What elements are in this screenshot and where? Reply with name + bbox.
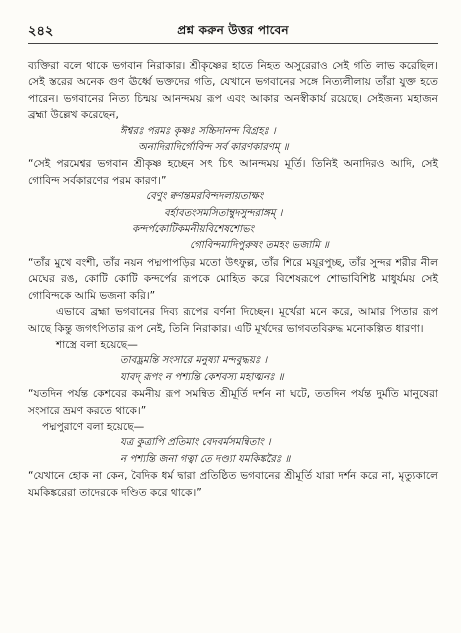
verse-line: ন পশ্যন্তি জনা গত্বা তে দণ্ড্যা যমকিঙ্করৈঃ ॥ — [120, 453, 291, 465]
verse-line: কন্দর্পকোটিকমনীয়বিশেষশোভং — [132, 224, 255, 236]
paragraph: পদ্মপুরাণে বলা হয়েছে— — [42, 420, 145, 433]
paragraph: শাস্ত্রে বলা হয়েছে— — [56, 338, 138, 351]
paragraph: “যতদিন পর্যন্ত কেশবের কমনীয় রূপ সমন্বিত শ্রীমূর্তি দর্শন না ঘটে, ততদিন পর্যন্ত দুর্মতি মানুষেরা সংসারে ভ্রমণ করতে থাকে।” — [28, 388, 438, 417]
verse-line: যাবদ্ রূপং ন পশ্যন্তি কেশবস্য মহাত্মনঃ ॥ — [120, 371, 284, 383]
verse-line: গোবিন্দমাদিপুরুষং তমহং ভজামি ॥ — [190, 240, 329, 252]
paragraph: “সেই পরমেশ্বর ভগবান শ্রীকৃষ্ণ হচ্ছেন সৎ চিৎ আনন্দময় মূর্তি। তিনিই অনাদিরও আদি, সেই গোবিন্দ সর্বকারণের পরম কারণ।” — [28, 158, 438, 187]
page-number: ২৪২ — [28, 24, 54, 39]
verse-line: তাবদ্ভ্রমন্তি সংসারে মনুষ্যা মন্দবুদ্ধয়ঃ । — [120, 355, 268, 367]
verse-line: বর্হাবতংসমসিতাম্বুদসুন্দরাঙ্গম্ । — [164, 207, 283, 219]
verse-line: বেণুং ক্বণন্তমরবিন্দদলায়তাক্ষং — [146, 191, 264, 203]
verse-line: যত্র কুত্রাপি প্রতিমাং বেদবর্মসমন্বিতাং । — [120, 437, 271, 449]
page-header — [28, 22, 438, 42]
running-title: প্রশ্ন করুন উত্তর পাবেন — [177, 23, 289, 37]
page-body — [28, 58, 438, 501]
paragraph: “যেখানে হোক না কেন, বৈদিক ধর্ম দ্বারা প্রতিষ্ঠিত ভগবানের শ্রীমূর্তি যারা দর্শন করে না, মৃত্যুকালে যমকিঙ্করেরা তাদেরকে দণ্ডিত করে থাকে।” — [28, 470, 438, 499]
paragraph: “তাঁর মুখে বংশী, তাঁর নয়ন পদ্মপাপড়ির মতো উৎফুল্ল, তাঁর শিরে ময়ূরপুচ্ছ, তাঁর সুন্দর শরীর নীল মেঘের রঙ, কোটি কোটি কন্দর্পের রূপকে মোহিত করে বিশেষরূপে শোভাবিশিষ্ট মাধুর্যময় সেই গোবিন্দকে আমি ভজনা করি।” — [28, 256, 438, 302]
verse-line: ঈশ্বরঃ পরমঃ কৃষ্ণঃ সচ্চিদানন্দ বিগ্রহঃ । — [120, 125, 276, 137]
paragraph: ব্যক্তিরা বলে থাকে ভগবান নিরাকার। শ্রীকৃষ্ণের হাতে নিহত অসুরেরাও সেই গতি লাভ করেছিল। সেই স্তরের অনেক গুণ ঊর্ধ্বে ভক্তদের গতি, যেখানে ভগবানের সঙ্গে নিত্যলীলায় তাঁরা যুক্ত হতে পারেন। ভগবানের নিত্য চিন্ময় আনন্দময় রূপ এবং আকার অনস্বীকার্য রয়েছে। সেইজন্য মহাজন ব্রহ্মা উল্লেখ করেছেন, — [28, 60, 438, 122]
verse-line: অনাদিরাদির্গোবিন্দ সর্ব কারণকারণম্ ॥ — [138, 142, 289, 154]
header-divider — [28, 43, 438, 44]
paragraph: এভাবে ব্রহ্মা ভগবানের দিব্য রূপের বর্ণনা দিচ্ছেন। মূর্খেরা মনে করে, আমার পিতার রূপ আছে কিন্তু জগৎপিতার রূপ নেই, তিনি নিরাকার। এটি মূর্খদের ভাগবতবিরুদ্ধ মনোকল্পিত ধারণা। — [28, 306, 438, 335]
